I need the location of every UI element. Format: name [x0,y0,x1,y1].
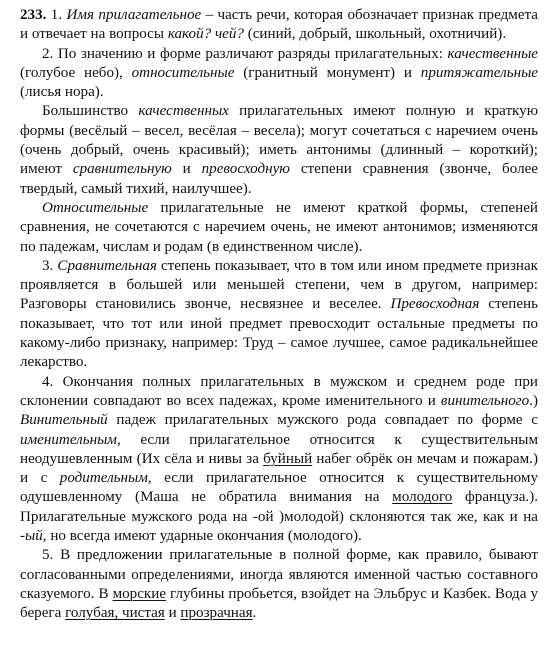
italic-term: превосходную [201,161,290,178]
text-run: 4. Окончания полных прилагательных в мужском и среднем роде при склонении совпадают во всех падежах, кроме именительного и [20,373,538,409]
text-run: 5. В предложении прилагательные в полной форме, как правило, бывают согласованными определениями, иногда являются именной частью составного сказуемого. В [20,547,538,602]
text-run: француза.). Прилагательные мужского рода на -ой )молодой) склоняются так же, как и на [20,489,538,525]
paragraph-5 [20,257,538,373]
underlined-word: прозрачная [180,605,253,622]
text-run: – часть речи, которая обозначает признак предмета и отвечает на вопросы [20,7,539,43]
paragraph-7 [20,546,538,623]
text-run: , если прилагательное относится к существительным неодушевленным (Их сёла и нивы за [20,431,538,467]
text-run: (лисья нора). [20,84,104,101]
italic-term: притяжательные [420,64,538,81]
italic-term: -ый [20,528,43,545]
italic-term: именительным [20,431,117,448]
text-run: набег обрёк он мечам и пожарам.) и с [20,450,538,487]
paragraph-2 [20,45,538,103]
text-run: , но всегда имеют ударные окончания (молодого). [42,528,362,545]
paragraph-6 [20,373,538,547]
text-run: глубины пробьется, взойдет на Эльбрус и Казбек. Вода у берега [20,585,539,622]
text-run: (голубое небо), [20,64,132,81]
text-run: . [252,605,257,622]
text-run: степень показывает, что тот или иной предмет превосходит остальные предметы по какому-либо признаку, например: Труд – самое лучшее, самое радикальнейшее лекарство. [20,296,538,371]
italic-term: сравнительную [72,161,172,178]
text-run: 3. [42,257,58,274]
text-run: и [171,161,202,178]
text-run: , если прилагательное относится к существительному одушевленному (Маша не обратила внимания на [20,470,538,506]
italic-term: какой? чей? [167,26,244,43]
text-run: степень показывает, что в том или ином предмете признак проявляется в большей или меньшей степени, чем в другом, например: Разговоры становились звонче, несвязнее и веселее. [20,257,539,313]
text-run: прилагательные не имеют краткой формы, степеней сравнения, не сочетаются с наречием очень, не имеют антонимов; изменяются по падежам, числам и родам (в единственном числе). [20,199,538,255]
text-run: Большинство [42,103,139,120]
italic-term: качественных [138,103,229,120]
text-run: .) [529,392,538,409]
underlined-word: голубая, чистая [65,605,165,622]
text-run: 2. По значению и форме различают разряды прилагательных: [42,45,448,62]
italic-term: винительного [440,392,530,409]
underlined-word: молодого [392,489,453,506]
italic-term: Сравнительная [57,257,157,274]
italic-term: родительным [59,470,148,487]
italic-term: качественные [447,45,538,62]
italic-term: Превосходная [390,296,480,313]
underlined-word: буйный [263,450,313,467]
text-run: и [164,605,181,622]
text-run: 1. [50,7,67,23]
text-run: прилагательных имеют полную и краткую формы (весёлый – весел, весёлая – весела); могут сочетаться с наречием очень (очень добрый, очень красивый); иметь антонимы (длинный – короткий); имеют [20,103,538,178]
text-run: степени сравнения (звонче, более твердый, самый тихий, наилучшее). [20,161,539,197]
paragraph-1 [20,6,538,45]
italic-term: относительные [131,64,235,81]
underlined-word: морские [112,585,167,602]
paragraph-4 [20,199,538,257]
text-run: падеж прилагательных мужского рода совпадает по форме с [107,412,538,429]
paragraph-3 [20,102,538,198]
italic-term: Относительные [42,199,149,216]
italic-term: Имя прилагательное [66,7,202,23]
exercise-number: 233. [20,7,47,23]
text-run: (синий, добрый, школьный, охотничий). [243,26,507,43]
text-run: (гранитный монумент) и [234,64,421,81]
italic-term: Винительный [20,412,108,429]
paragraph-1-body [20,7,538,42]
